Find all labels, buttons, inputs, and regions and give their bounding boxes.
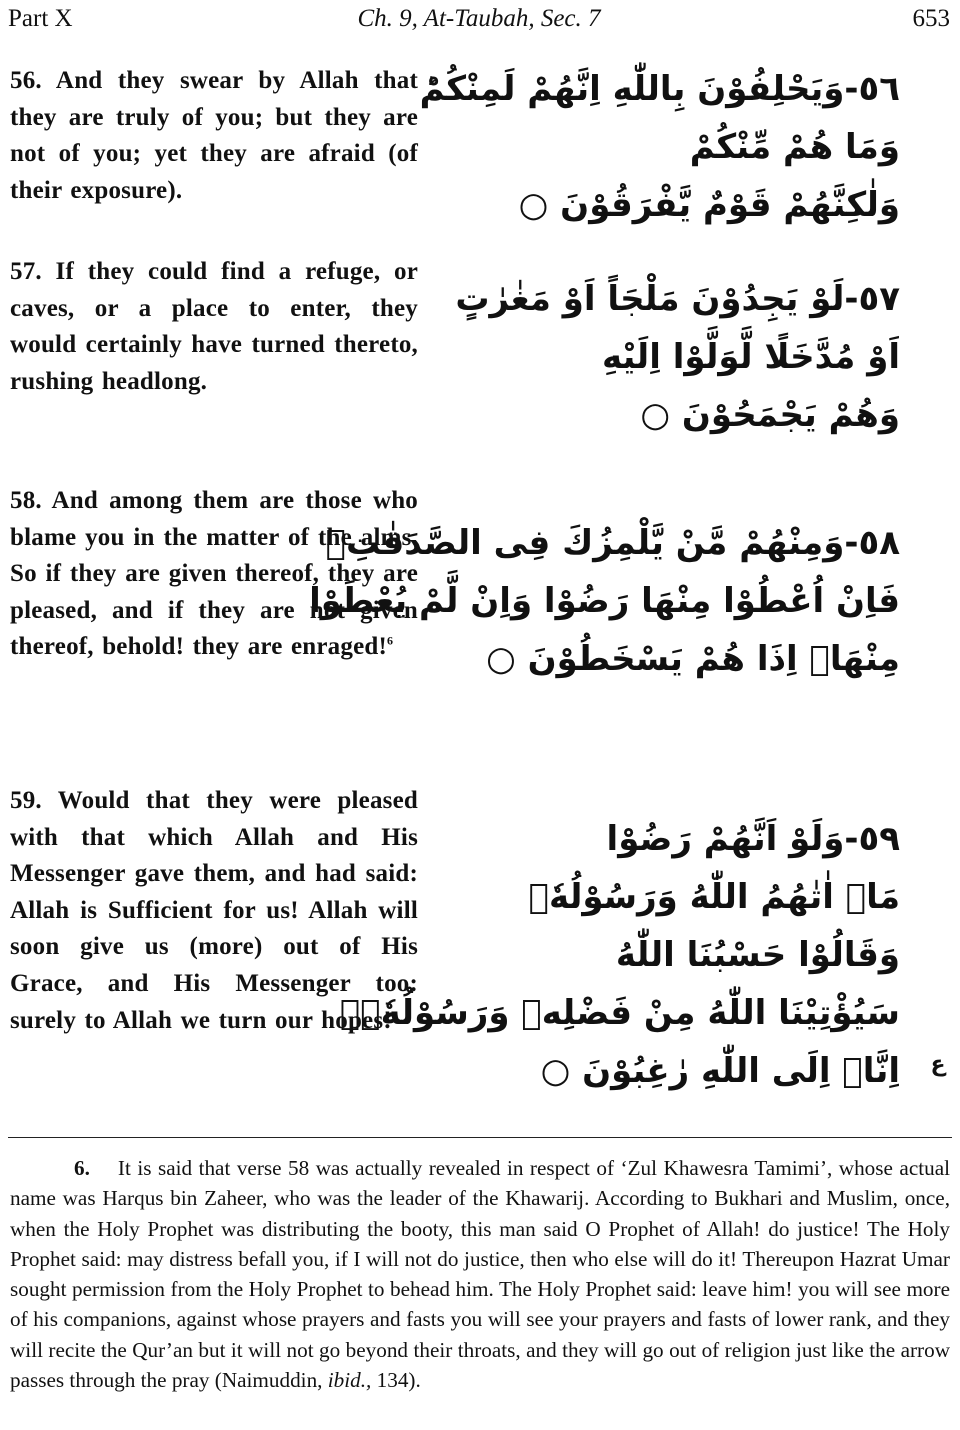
verse-59-arabic <box>339 810 900 1100</box>
verse-57-arabic <box>455 270 900 444</box>
footnote-citation: ibid., <box>327 1368 372 1393</box>
footnote-reference: 6 <box>387 634 394 649</box>
arabic-line: وَهُمْ يَجْمَحُوْنَ ○ <box>640 395 900 435</box>
footnote-text-end: 134). <box>371 1368 421 1393</box>
chapter-title: Ch. 9, At-Taubah, Sec. 7 <box>357 5 601 32</box>
verse-58-text: 58. And among them are those who blame you in the matter of the alms. So if they are given thereof, they are pleased, and if they are not given thereof, behold! they are enraged! <box>10 487 418 661</box>
arabic-line: ٥٦-وَيَحْلِفُوْنَ بِاللّٰهِ اِنَّهُمْ لَمِنْكُمْؕ <box>419 69 900 109</box>
ruku-mark: ع <box>930 1052 946 1077</box>
arabic-line: مَاۤ اٰتٰهُمُ اللّٰهُ وَرَسُوْلُهٗۙ <box>528 877 900 917</box>
verse-58-arabic <box>309 514 900 688</box>
page-number: 653 <box>912 5 950 32</box>
arabic-line: ٥٩-وَلَوْ اَنَّهُمْ رَضُوْا <box>606 819 900 859</box>
arabic-line: وَقَالُوْا حَسْبُنَا اللّٰهُ <box>615 935 900 975</box>
arabic-line: وَلٰكِنَّهُمْ قَوْمٌ يَّفْرَقُوْنَ ○ <box>518 185 900 225</box>
arabic-line: وَمَا هُمْ مِّنْكُمْ <box>689 127 900 167</box>
arabic-line: ٥٧-لَوْ يَجِدُوْنَ مَلْجَاً اَوْ مَغٰرٰتٍ <box>455 279 900 319</box>
arabic-line: مِنْهَاۤ اِذَا هُمْ يَسْخَطُوْنَ ○ <box>486 639 900 679</box>
footnote-text: It is said that verse 58 was actually revealed in respect of ‘Zul Khawesra Tamimi’, whose actual name was Harqus bin Zaheer, who was the leader of the Khawarij. According to Bukhari and Muslim, once, when the Holy Prophet was distributing the booty, this man said O Prophet of Allah! do justice! The Holy Prophet said: may distress befall you, if I will not do justice, then who else will do it! Thereupon Hazrat Umar sought permission from the Holy Prophet to behead him. The Holy Prophet said: leave him! you will see more of his companions, against whose prayers and fasts you will see your prayers and fasts of lower rank, and they will recite the Qur’an but it will not go beyond their throats, and they will go out of religion just like the arrow passes through the pray (Naimuddin, <box>10 1156 950 1393</box>
arabic-line: سَيُؤْتِيْنَا اللّٰهُ مِنْ فَضْلِهٖ وَرَسُوْلُهٗۤۙ <box>339 993 900 1033</box>
page-header <box>8 2 950 36</box>
arabic-line: فَاِنْ اُعْطُوْا مِنْهَا رَضُوْا وَاِنْ لَّمْ يُعْطَوْا <box>309 581 900 621</box>
arabic-line: اَوْ مُدَّخَلًا لَّوَلَّوْا اِلَيْهِ <box>601 337 900 377</box>
part-label: Part X <box>8 5 73 32</box>
verse-57-english: 57. If they could find a refuge, or caves, or a place to enter, they would certainly have turned thereto, rushing headlong. <box>10 258 418 395</box>
arabic-line: اِنَّاۤ اِلَى اللّٰهِ رٰغِبُوْنَ ○ <box>540 1051 900 1091</box>
footnote-divider <box>8 1137 952 1138</box>
arabic-line: ٥٨-وَمِنْهُمْ مَّنْ يَّلْمِزُكَ فِى الصَّدَقٰتِۚ <box>325 523 900 563</box>
footnote <box>10 1153 950 1395</box>
verse-56-arabic <box>419 60 900 234</box>
verse-56-english: 56. And they swear by Allah that they are truly of you; but they are not of you; yet they are afraid (of their exposure). <box>10 67 418 204</box>
verse-59-english: 59. Would that they were pleased with that which Allah and His Messenger gave them, and had said: Allah is Sufficient for us! Allah will soon give us (more) out of His Grace, and His Messenger too: surely to Allah we turn our hopes! <box>10 787 418 1034</box>
footnote-number: 6. <box>74 1156 90 1180</box>
